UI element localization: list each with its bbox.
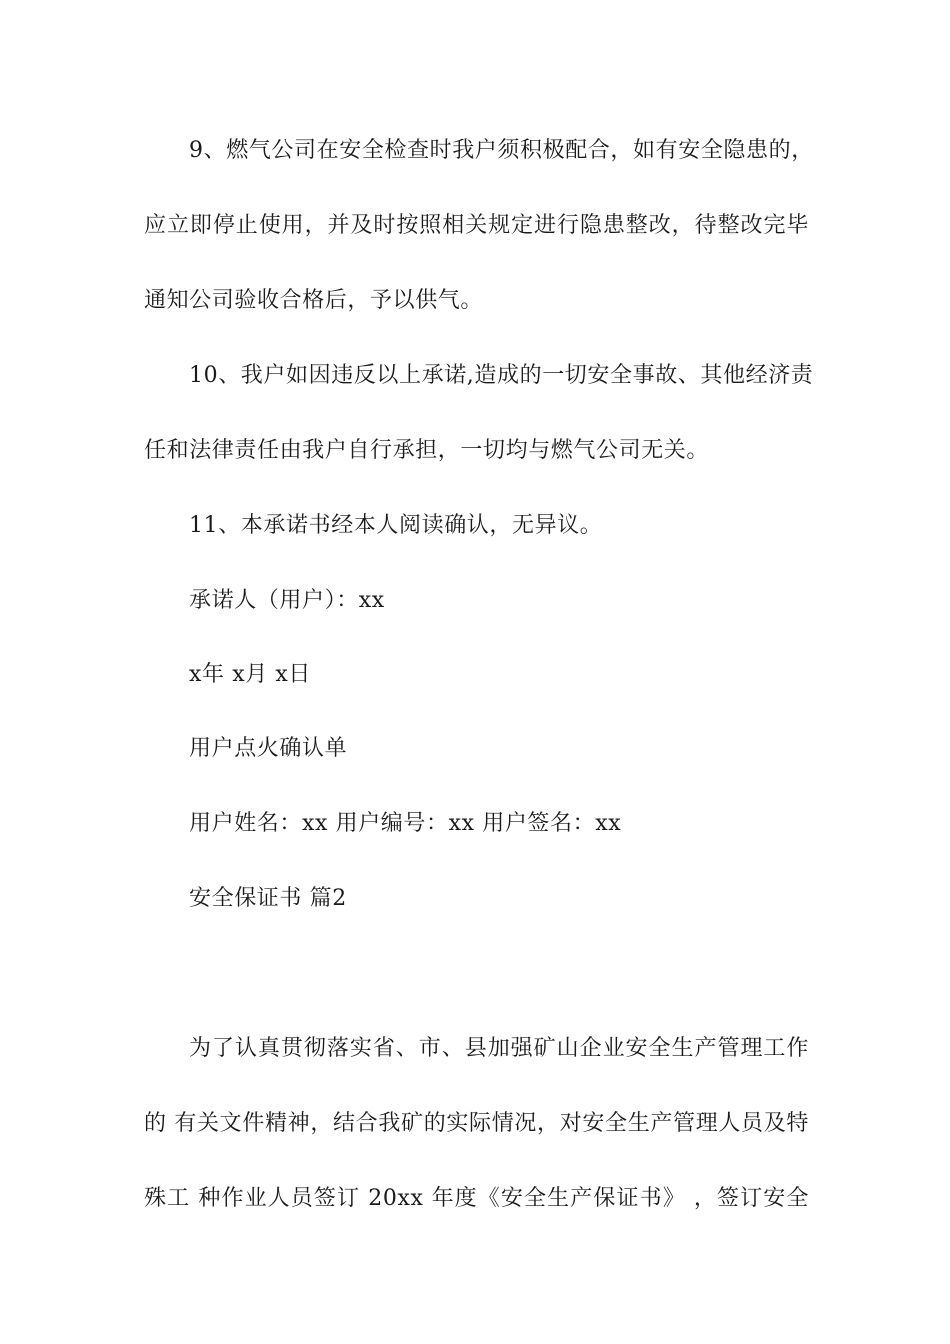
intro-paragraph-line-1: 为了认真贯彻落实省、市、县加强矿山企业安全生产管理工作 (189, 1036, 809, 1061)
paragraph-9-line-1: 9、燃气公司在安全检查时我户须积极配合，如有安全隐患的， (189, 138, 814, 163)
section-title: 安全保证书 篇2 (189, 886, 347, 911)
promisor-line: 承诺人（用户）：xx (189, 588, 385, 613)
paragraph-9-line-2: 应立即停止使用，并及时按照相关规定进行隐患整改，待整改完毕 (144, 213, 809, 238)
paragraph-9-line-3: 通知公司验收合格后，予以供气。 (144, 288, 484, 313)
intro-paragraph-line-2: 的 有关文件精神，结合我矿的实际情况，对安全生产管理人员及特 (144, 1111, 809, 1136)
ignition-confirmation-heading: 用户点火确认单 (189, 736, 348, 761)
user-info-line: 用户姓名：xx 用户编号：xx 用户签名：xx (189, 811, 622, 836)
paragraph-10-line-2: 任和法律责任由我户自行承担，一切均与燃气公司无关。 (144, 438, 710, 463)
intro-paragraph-line-3: 殊工 种作业人员签订 20xx 年度《安全生产保证书》 ，签订安全 (144, 1186, 809, 1211)
paragraph-10-line-1: 10、我户如因违反以上承诺,造成的一切安全事故、其他经济责 (189, 363, 814, 388)
date-line: x年 x月 x日 (189, 662, 312, 687)
paragraph-11: 11、本承诺书经本人阅读确认，无异议。 (189, 513, 603, 538)
